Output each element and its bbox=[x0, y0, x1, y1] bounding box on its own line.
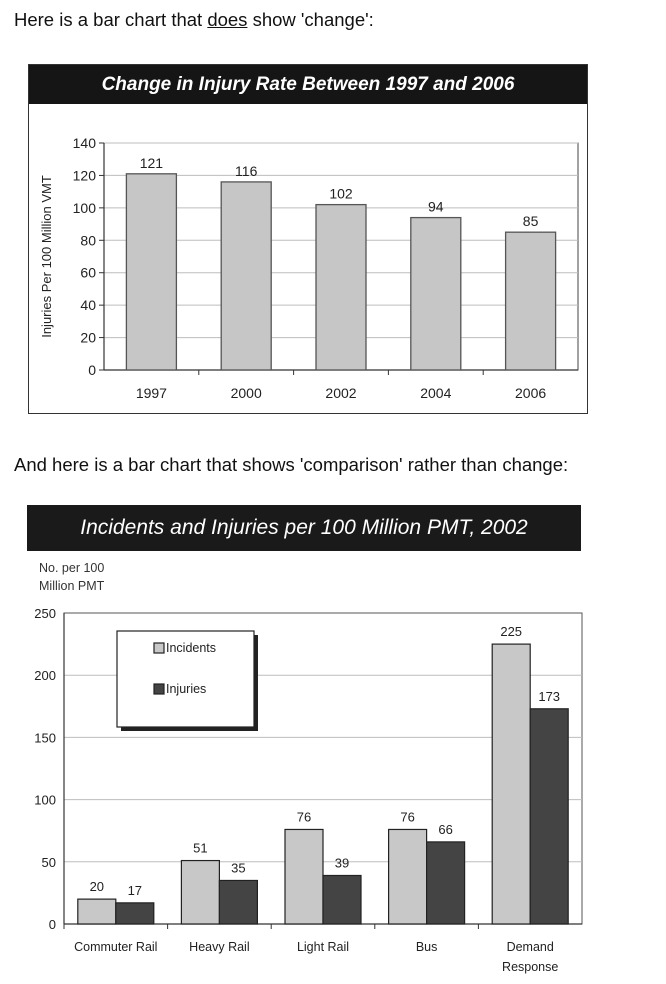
chart1-ytick-label-4: 80 bbox=[80, 232, 96, 249]
chart1-x-label-2006: 2006 bbox=[515, 385, 547, 401]
chart1-ytick-label-7: 140 bbox=[72, 135, 96, 151]
chart1-bar-2004 bbox=[411, 218, 461, 370]
chart2-data-label-incidents-3: 76 bbox=[400, 809, 415, 825]
chart2-x-label-3: Bus bbox=[415, 940, 438, 954]
chart2-legend-swatch-injuries bbox=[154, 684, 164, 694]
chart2-data-label-injuries-1: 35 bbox=[231, 860, 246, 876]
intro-text-1 bbox=[14, 9, 374, 31]
chart2-ytick-label-1: 50 bbox=[41, 854, 56, 870]
chart1-ytick-label-1: 20 bbox=[80, 329, 96, 346]
chart1-x-label-2004: 2004 bbox=[420, 385, 452, 401]
chart2-data-label-injuries-0: 17 bbox=[127, 882, 143, 898]
chart2-bar-injuries-0 bbox=[116, 903, 154, 924]
chart2-bar-injuries-3 bbox=[427, 842, 465, 924]
chart1-ytick-label-2: 40 bbox=[80, 297, 96, 314]
intro-text-1-post: show 'change': bbox=[247, 9, 374, 30]
chart2-data-label-incidents-1: 51 bbox=[193, 840, 208, 856]
chart2-bar-incidents-1 bbox=[181, 861, 219, 924]
chart2-legend-swatch-incidents bbox=[154, 643, 164, 653]
chart1-x-label-1997: 1997 bbox=[135, 385, 167, 401]
chart2-ytick-label-4: 200 bbox=[34, 668, 56, 684]
chart2-data-label-incidents-2: 76 bbox=[296, 809, 312, 825]
chart2-bar-incidents-2 bbox=[285, 829, 323, 924]
chart1-data-label-2004: 94 bbox=[428, 198, 444, 215]
chart2-ytick-label-3: 150 bbox=[34, 730, 56, 746]
chart2-data-label-incidents-4: 225 bbox=[500, 624, 523, 640]
chart1-bar-2006 bbox=[506, 232, 556, 370]
chart2-plot bbox=[0, 551, 666, 981]
chart2-data-label-injuries-4: 173 bbox=[538, 688, 561, 704]
chart2-bar-injuries-1 bbox=[219, 880, 257, 924]
chart1-bar-2002 bbox=[316, 205, 366, 370]
chart1-ytick-label-3: 60 bbox=[80, 264, 96, 281]
chart2-data-label-injuries-3: 66 bbox=[438, 821, 453, 837]
chart1-title: Change in Injury Rate Between 1997 and 2006 bbox=[29, 65, 587, 104]
chart1-ytick-label-0: 0 bbox=[88, 362, 96, 378]
intro-text-1-emphasis: does bbox=[207, 9, 248, 30]
chart2-x-label-4: Demand bbox=[506, 940, 554, 954]
chart2-data-label-incidents-0: 20 bbox=[89, 879, 105, 895]
chart1-x-label-2000: 2000 bbox=[230, 385, 262, 401]
chart2-x-label-2: Light Rail bbox=[296, 940, 350, 954]
chart2-y-unit-line2: Million PMT bbox=[39, 579, 105, 593]
chart2-legend-label-incidents: Incidents bbox=[166, 641, 217, 655]
chart2-bar-incidents-0 bbox=[78, 899, 116, 924]
chart1-x-label-2002: 2002 bbox=[325, 385, 357, 401]
chart1-bar-2000 bbox=[221, 182, 271, 370]
chart2-x-label-0: Commuter Rail bbox=[74, 940, 158, 954]
chart1-data-label-1997: 121 bbox=[139, 154, 164, 171]
chart2-bar-incidents-4 bbox=[492, 644, 530, 924]
chart2-bar-injuries-4 bbox=[530, 709, 568, 924]
chart2-y-unit-line1: No. per 100 bbox=[39, 561, 105, 575]
chart1-bar-1997 bbox=[126, 174, 176, 370]
chart1-y-axis-label: Injuries Per 100 Million VMT bbox=[39, 175, 54, 338]
intro-text-1-pre: Here is a bar chart that bbox=[14, 9, 208, 30]
chart1-plot bbox=[29, 104, 587, 412]
chart2-legend-label-injuries: Injuries bbox=[166, 682, 207, 696]
chart2-ytick-label-2: 100 bbox=[34, 792, 56, 808]
chart1-data-label-2006: 85 bbox=[522, 213, 539, 230]
chart2-bar-incidents-3 bbox=[389, 829, 427, 924]
chart2-x-label-4-line2: Response bbox=[502, 960, 559, 974]
chart1-ytick-label-6: 120 bbox=[72, 167, 96, 184]
chart2-ytick-label-5: 250 bbox=[34, 606, 56, 621]
chart1-ytick-label-5: 100 bbox=[72, 199, 96, 216]
chart2-ytick-label-0: 0 bbox=[48, 917, 56, 932]
chart2-title: Incidents and Injuries per 100 Million PMT, 2002 bbox=[27, 505, 581, 551]
chart2-data-label-injuries-2: 39 bbox=[334, 855, 350, 871]
chart2-x-label-1: Heavy Rail bbox=[189, 940, 250, 954]
intro-text-2: And here is a bar chart that shows 'comparison' rather than change: bbox=[14, 454, 569, 475]
chart2-bar-injuries-2 bbox=[323, 875, 361, 924]
chart1-data-label-2002: 102 bbox=[329, 185, 353, 202]
injury-rate-chart bbox=[28, 64, 588, 414]
chart1-data-label-2000: 116 bbox=[235, 162, 258, 179]
